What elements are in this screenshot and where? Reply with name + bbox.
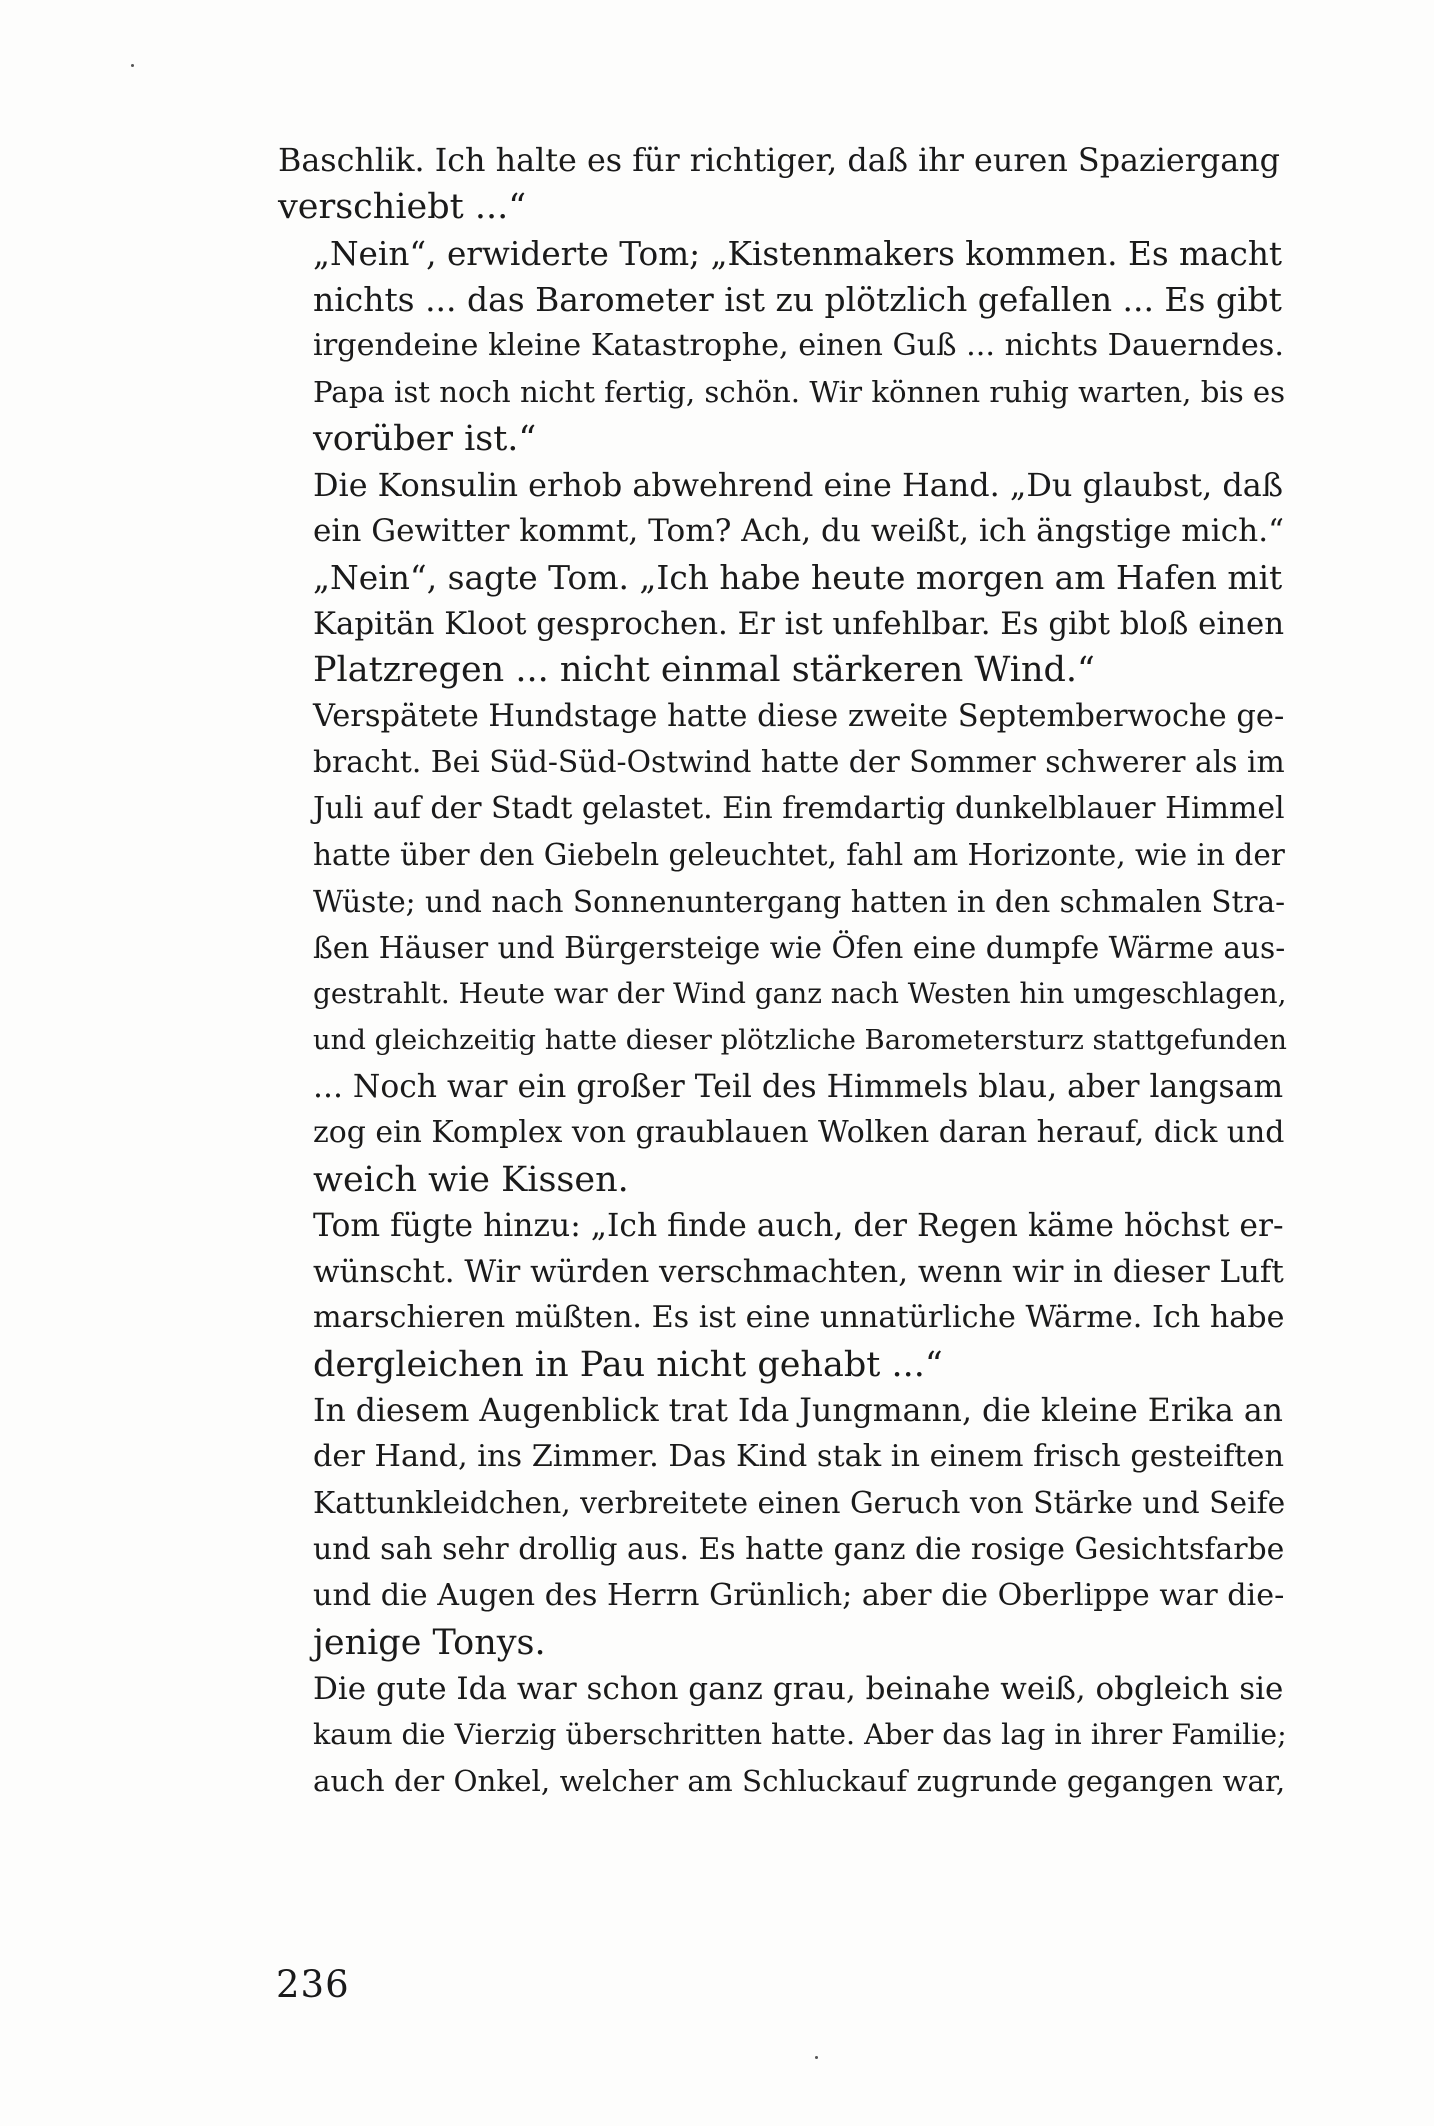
text-line: „Nein“, sagte Tom. „Ich habe heute morgen am Hafen mit	[313, 557, 1283, 597]
text-line: vorüber ist.“	[313, 418, 537, 459]
text-line: Baschlik. Ich halte es für richtiger, daß ihr euren Spaziergang	[278, 142, 1280, 179]
paragraph	[278, 138, 1280, 231]
paragraph	[278, 231, 1286, 462]
paragraph	[278, 462, 1284, 555]
text-line: „Nein“, erwiderte Tom; „Kistenmakers kommen. Es macht	[313, 234, 1283, 273]
text-line: Juli auf der Stadt gelastet. Ein fremdartig dunkelblauer Himmel	[313, 791, 1285, 827]
text-line: Tom fügte hinzu: „Ich finde auch, der Regen käme höchst er-	[313, 1207, 1284, 1244]
paragraph	[278, 1666, 1287, 1805]
text-line: dergleichen in Pau nicht gehabt ...“	[313, 1344, 943, 1385]
text-line: bracht. Bei Süd-Süd-Ostwind hatte der Sommer schwerer als im	[313, 744, 1285, 780]
text-line: nichts ... das Barometer ist zu plötzlich gefallen ... Es gibt	[313, 279, 1282, 319]
text-line: weich wie Kissen.	[313, 1159, 629, 1200]
text-line: marschieren müßten. Es ist eine unnatürliche Wärme. Ich habe	[313, 1300, 1285, 1336]
text-line: kaum die Vierzig überschritten hatte. Aber das lag in ihrer Familie;	[313, 1718, 1287, 1752]
paragraph	[278, 694, 1287, 1203]
text-line: der Hand, ins Zimmer. Das Kind stak in einem frisch gesteiften	[313, 1439, 1284, 1475]
text-line: Wüste; und nach Sonnenuntergang hatten in den schmalen Stra-	[313, 884, 1286, 919]
text-line: jenige Tonys.	[313, 1622, 546, 1663]
text-line: Die Konsulin erhob abwehrend eine Hand. „Du glaubst, daß	[313, 466, 1283, 505]
text-line: ... Noch war ein großer Teil des Himmels blau, aber langsam	[313, 1068, 1284, 1105]
text-line: ein Gewitter kommt, Tom? Ach, du weißt, ich ängstige mich.“	[313, 513, 1284, 550]
paragraph	[278, 1388, 1286, 1666]
text-line: wünscht. Wir würden verschmachten, wenn wir in dieser Luft	[313, 1254, 1284, 1291]
text-line: Kapitän Kloot gesprochen. Er ist unfehlbar. Es gibt bloß einen	[313, 605, 1285, 642]
paragraph	[278, 1203, 1285, 1388]
text-line: Kattunkleidchen, verbreitete einen Geruch von Stärke und Seife	[313, 1485, 1286, 1521]
paper-speck	[815, 2056, 818, 2059]
text-line: Die gute Ida war schon ganz grau, beinahe weiß, obgleich sie	[313, 1670, 1284, 1707]
text-line: hatte über den Giebeln geleuchtet, fahl am Horizonte, wie in der	[313, 838, 1285, 873]
page-number: 236	[276, 1963, 350, 2006]
text-line: Papa ist noch nicht fertig, schön. Wir können ruhig warten, bis es	[313, 375, 1286, 410]
text-line: zog ein Komplex von graublauen Wolken daran herauf, dick und	[313, 1115, 1285, 1151]
text-line: In diesem Augenblick trat Ida Jungmann, die kleine Erika an	[313, 1393, 1283, 1430]
text-line: auch der Onkel, welcher am Schluckauf zugrunde gegangen war,	[313, 1764, 1286, 1799]
text-line: Verspätete Hundstage hatte diese zweite Septemberwoche ge-	[313, 698, 1285, 734]
paragraph	[278, 555, 1285, 694]
text-line: irgendeine kleine Katastrophe, einen Guß ... nichts Dauerndes.	[313, 328, 1284, 364]
text-line: und die Augen des Herrn Grünlich; aber die Oberlippe war die-	[313, 1578, 1285, 1614]
text-line: gestrahlt. Heute war der Wind ganz nach Westen hin umgeschlagen,	[313, 977, 1287, 1011]
text-line: und sah sehr drollig aus. Es hatte ganz die rosige Gesichtsfarbe	[313, 1531, 1285, 1567]
text-line: Platzregen ... nicht einmal stärkeren Wind.“	[313, 650, 1095, 691]
text-line: ßen Häuser und Bürgersteige wie Öfen eine dumpfe Wärme aus-	[313, 931, 1286, 966]
text-line: verschiebt ...“	[278, 187, 527, 228]
body-text	[278, 138, 1287, 1805]
text-line: und gleichzeitig hatte dieser plötzliche Barometersturz stattgefunden	[313, 1024, 1287, 1056]
paper-speck	[131, 64, 134, 67]
